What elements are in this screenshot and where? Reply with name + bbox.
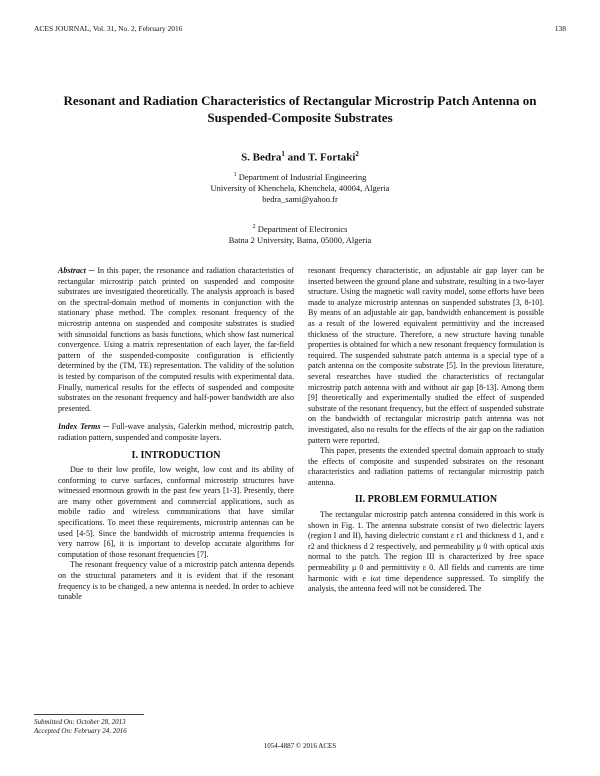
page-number: 138 xyxy=(554,24,566,33)
author-1-sup: 1 xyxy=(281,150,285,158)
right-column xyxy=(308,266,544,595)
submission-dates xyxy=(34,718,127,736)
paper-title: Resonant and Radiation Characteristics of Rectangular Microstrip Patch Antenna on Suspended-Composite Substrates xyxy=(63,93,537,125)
journal-info: ACES JOURNAL, Vol. 31, No. 2, February 2016 xyxy=(34,24,183,33)
copyright: 1054-4887 © 2016 ACES xyxy=(263,742,337,750)
author-line xyxy=(0,150,600,164)
section-1-heading: I. INTRODUCTION xyxy=(131,449,221,461)
abstract-dash: ─ xyxy=(85,266,98,275)
abstract-text: In this paper, the resonance and radiation characteristics of rectangular microstrip patch printed on suspended and composite substrates are investigated theoretically. The analysis approach is based on the spectral-domain method of moments in conjunction with the stationary phase method. The complex resonant frequency of the microstrip antenna on suspended and composite substrates is studied with sinusoidal functions as basis functions, which show fast numerical convergence. Using a matrix representation of each layer, the far-field pattern of the suspended-composite configuration is efficiently determined by the (TM, TE) representation. The validity of the solution is tested by comparison of the computed results with experimental data. Finally, numerical results for the effects of suspended and composite substrates on the resonant frequency and half-power bandwidth are also presented. xyxy=(58,266,294,413)
accepted-date: Accepted On: February 24, 2016 xyxy=(34,727,127,735)
index-terms-text: Full-wave analysis, Galerkin method, microstrip patch, radiation pattern, suspended and composite layers. xyxy=(58,422,294,442)
section-2-heading: II. PROBLEM FORMULATION xyxy=(354,494,498,506)
affil-2-sup: 2 xyxy=(252,224,256,230)
left-column xyxy=(58,266,294,603)
intro-paragraph-4: This paper, presents the extended spectral domain approach to study the effects of composite and suspended substrates on the resonant characteristics and radiation patterns of rectangular microstrip patch antenna. xyxy=(308,446,544,487)
author-2: T. Fortaki xyxy=(307,151,356,164)
affil-2-dept: Department of Electronics xyxy=(257,223,348,234)
intro-paragraph-3: resonant frequency characteristic, an adjustable air gap layer can be inserted between the ground plane and substrate, resulting in a two-layer structure. Using the magnetic wall cavity model, some efforts have been made to analyze microstrip antennas on suspended substrates [3, 8-10]. By means of an adjustable air gap, bandwidth enhancement is possible as a result of the lowered equivalent permittivity and the increased thickness of the structure. Therefore, a new structure having tunable properties is obtained for which a new resonant frequency formulation is required. The suspended substrate patch antenna is a special type of a patch antenna on the composite substrate [5]. In the previous literature, several researches have studied the characteristics of rectangular microstrip patch antenna with and without air gap [8-13]. Among them [9] theoretically and experimentally studied the effect of suspended substrate of the resonant frequency, but the effect of suspended substrate on the bandwidth of rectangular microstrip patch antenna was not investigated, also no results for the effects of the air gap on the radiation pattern were reported. xyxy=(308,266,544,445)
index-terms-dash: ─ xyxy=(100,422,112,432)
affil-1-university: University of Khenchela, Khenchela, 40004, Algeria xyxy=(210,182,390,193)
affiliation-1 xyxy=(0,170,600,205)
author-2-sup: 2 xyxy=(355,150,359,158)
index-terms-label: Index Terms xyxy=(58,422,101,432)
formulation-paragraph: The rectangular microstrip patch antenna considered in this work is shown in Fig. 1. The antenna substrate consist of two dielectric layers (region I and II), having dielectric constant ε r1 and thickness d 1, and ε r2 and thickness d 2 respectively, and permeability μ 0 with optical axis normal to the patch. The region III is characterized by free space permeability μ 0 and permittivity ε 0. All fields and currents are time harmonic with e iωt time dependence suppressed. To simplify the analysis, the antenna feed will not be considered. The xyxy=(308,510,544,594)
index-terms xyxy=(58,422,294,443)
intro-paragraph-2: The resonant frequency value of a microstrip patch antenna depends on the structural parameters and it is evident that if the resonant frequency is to be changed, a new antenna is needed. In order to achieve tunable xyxy=(58,560,294,602)
author-1: S. Bedra xyxy=(241,151,282,164)
footnote-rule xyxy=(34,714,144,715)
affil-1-email[interactable]: bedra_sami@yahoo.fr xyxy=(262,193,338,204)
affil-1-sup: 1 xyxy=(233,172,237,178)
author-conjunction: and xyxy=(284,151,308,164)
abstract-label: Abstract xyxy=(58,266,86,275)
intro-paragraph-1: Due to their low profile, low weight, low cost and its ability of conforming to curve surfaces, conformal microstrip structures have witnessed enormous growth in the past few years [1-3]. Presently, there are many other government and commercial applications, such as mobile radio and wireless communications that have similar specifications. To meet these requirements, microstrip antennas can be used [4-5]. Since the bandwidth of microstrip antenna frequencies is very narrow [6], it is important to develop accurate algorithms for computation of those resonant frequencies [7]. xyxy=(58,465,294,559)
submitted-date: Submitted On: October 28, 2013 xyxy=(34,718,126,726)
affil-2-university: Batna 2 University, Batna, 05000, Algeria xyxy=(228,234,372,245)
affiliation-2 xyxy=(0,222,600,246)
abstract xyxy=(58,266,294,414)
affil-1-dept: Department of Industrial Engineering xyxy=(238,171,367,182)
running-header xyxy=(34,24,566,33)
